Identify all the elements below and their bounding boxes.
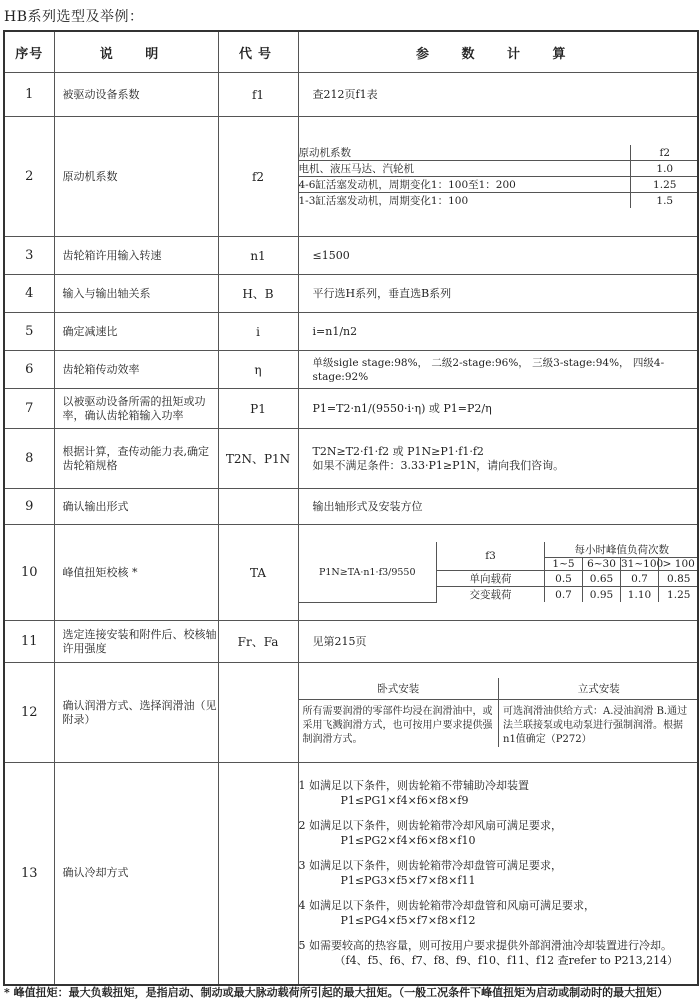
cooling-reference: （f4、f5、f6、f7、f8、f9、f10、f11、f12 查refer to P213,214） <box>334 953 679 967</box>
header-idx: 序号 <box>4 31 54 73</box>
peak-torque-table <box>299 542 699 603</box>
motor-factor-value: 1.0 <box>631 161 699 177</box>
row-calc: ≤1500 <box>298 237 698 275</box>
vertical-text: 可选润滑油供给方式：A.浸油润滑 B.通过法兰联接泵或电动泵进行强制润滑。根据n1值确定（P272） <box>499 700 699 748</box>
cooling-formula: P1≤PG4×f5×f7×f8×f12 <box>340 913 476 927</box>
size-condition: T2N≥T2·f1·f2 或 P1N≥P1·f1·f2 <box>312 444 484 458</box>
table-header-row <box>4 31 698 73</box>
row-idx: 4 <box>4 275 54 313</box>
f3-value: 0.7 <box>621 571 659 587</box>
table-row <box>4 313 698 351</box>
row-code <box>218 763 298 985</box>
f3-value: 0.85 <box>659 571 699 587</box>
row-desc: 确认润滑方式、选择润滑油（见附录） <box>54 663 218 763</box>
f3-value: 0.7 <box>545 587 583 603</box>
vertical-title: 立式安装 <box>499 678 699 700</box>
lubrication-table <box>299 678 699 748</box>
row-idx: 13 <box>4 763 54 985</box>
cooling-formula: P1≤PG3×f5×f7×f8×f11 <box>340 873 476 887</box>
row-calc: 见第215页 <box>298 621 698 663</box>
row-calc: 平行选H系列，垂直选B系列 <box>298 275 698 313</box>
row-code: i <box>218 313 298 351</box>
row-desc: 确认输出形式 <box>54 489 218 525</box>
row-code <box>218 663 298 763</box>
row-idx: 7 <box>4 389 54 429</box>
size-consult-note: 如果不满足条件：3.33·P1≥P1N，请向我们咨询。 <box>312 458 565 472</box>
horizontal-title: 卧式安装 <box>299 678 499 700</box>
row-code: Fr、Fa <box>218 621 298 663</box>
table-row <box>4 489 698 525</box>
range-cell: > 100 <box>659 558 699 571</box>
peak-torque-formula: P1N≥TA·n1·f3/9550 <box>299 542 437 602</box>
cooling-formula: P1≤PG2×f4×f6×f8×f10 <box>340 833 476 847</box>
row-desc: 被驱动设备系数 <box>54 73 218 117</box>
motor-type: 电机、液压马达、汽轮机 <box>299 161 631 177</box>
table-row <box>4 117 698 237</box>
f3-value: 0.5 <box>545 571 583 587</box>
range-cell: 31~100 <box>621 558 664 571</box>
row-idx: 6 <box>4 351 54 389</box>
cooling-condition: 1 如满足以下条件，则齿轮箱不带辅助冷却装置 <box>298 778 529 792</box>
row-idx: 10 <box>4 525 54 621</box>
motor-factor-table <box>299 145 699 208</box>
row-calc: 输出轴形式及安装方位 <box>298 489 698 525</box>
page-title: HB系列选型及举例： <box>4 9 144 25</box>
table-row <box>4 351 698 389</box>
row-code: f2 <box>218 117 298 237</box>
row-desc: 齿轮箱传动效率 <box>54 351 218 389</box>
peak-torque-cell <box>298 525 698 621</box>
header-code: 代号 <box>218 31 298 73</box>
row-idx: 3 <box>4 237 54 275</box>
motor-factor-label: 原动机系数 <box>299 145 631 161</box>
table-row <box>4 763 698 985</box>
row-idx: 2 <box>4 117 54 237</box>
row-calc: i=n1/n2 <box>298 313 698 351</box>
row-desc: 确认冷却方式 <box>54 763 218 985</box>
table-row <box>4 525 698 621</box>
row-idx: 8 <box>4 429 54 489</box>
table-row <box>4 663 698 763</box>
cooling-formula: P1≤PG1×f4×f6×f8×f9 <box>340 793 469 807</box>
range-cell: 6~30 <box>583 558 621 571</box>
row-code: η <box>218 351 298 389</box>
load-type: 单向载荷 <box>437 571 545 587</box>
row-calc: P1=T2·n1/(9550·i·η) 或 P1=P2/η <box>298 389 698 429</box>
f3-value: 1.10 <box>621 587 659 603</box>
motor-type: 1-3缸活塞发动机，周期变化1：100 <box>299 193 631 209</box>
cooling-condition: 2 如满足以下条件，则齿轮箱带冷却风扇可满足要求， <box>298 818 562 832</box>
row-code: H、B <box>218 275 298 313</box>
motor-factor-value: 1.25 <box>631 177 699 193</box>
horizontal-text: 所有需要润滑的零部件均浸在润滑油中，或采用飞溅润滑方式，也可按用户要求提供强制润滑方式。 <box>299 700 499 748</box>
row-desc: 根据计算，查传动能力表,确定齿轮箱规格 <box>54 429 218 489</box>
selection-table <box>3 30 699 986</box>
cooling-cell <box>298 763 698 985</box>
row-code: f1 <box>218 73 298 117</box>
row-idx: 12 <box>4 663 54 763</box>
row-desc: 输入与输出轴关系 <box>54 275 218 313</box>
row-idx: 5 <box>4 313 54 351</box>
lubrication-cell <box>298 663 698 763</box>
row-code <box>218 489 298 525</box>
header-calc: 参 数 计 算 <box>298 31 698 73</box>
row-desc: 齿轮箱许用输入转速 <box>54 237 218 275</box>
row-desc: 峰值扭矩校核 * <box>54 525 218 621</box>
row-calc-cell <box>298 429 698 489</box>
load-type: 交变载荷 <box>437 587 545 603</box>
table-row <box>4 275 698 313</box>
row-code: n1 <box>218 237 298 275</box>
row-desc: 确定减速比 <box>54 313 218 351</box>
table-row <box>4 621 698 663</box>
cooling-condition: 4 如满足以下条件，则齿轮箱带冷却盘管和风扇可满足要求， <box>298 898 595 912</box>
f3-value: 0.95 <box>583 587 621 603</box>
table-row <box>4 429 698 489</box>
row-code: P1 <box>218 389 298 429</box>
cooling-condition: 5 如需要较高的热容量，则可按用户要求提供外部润滑油冷却装置进行冷却。 <box>298 938 672 952</box>
footnote: * 峰值扭矩：最大负载扭矩，是指启动、制动或最大脉动载荷所引起的最大扭矩。（一般工况条件下峰值扭矩为启动或制动时的最大扭矩） <box>4 986 669 999</box>
row-desc: 原动机系数 <box>54 117 218 237</box>
row-code: T2N、P1N <box>218 429 298 489</box>
row-calc: 单级sigle stage:98%， 二级2-stage:96%， 三级3-stage:94%， 四级4-stage:92% <box>298 351 698 389</box>
row-desc: 选定连接安装和附件后、校核轴许用强度 <box>54 621 218 663</box>
row-code: TA <box>218 525 298 621</box>
table-row <box>4 237 698 275</box>
range-cell: 1~5 <box>545 558 583 571</box>
row-desc: 以被驱动设备所需的扭矩或功率，确认齿轮箱输入功率 <box>54 389 218 429</box>
motor-factor-cell <box>298 117 698 237</box>
table-row <box>4 73 698 117</box>
f3-label: f3 <box>437 542 545 571</box>
frequency-label: 每小时峰值负荷次数 <box>545 542 699 558</box>
row-idx: 9 <box>4 489 54 525</box>
f3-value: 1.25 <box>659 587 699 603</box>
row-idx: 11 <box>4 621 54 663</box>
row-idx: 1 <box>4 73 54 117</box>
table-row <box>4 389 698 429</box>
motor-factor-symbol: f2 <box>631 145 699 161</box>
cooling-condition: 3 如满足以下条件，则齿轮箱带冷却盘管可满足要求， <box>298 858 562 872</box>
f3-value: 0.65 <box>583 571 621 587</box>
header-desc: 说 明 <box>54 31 218 73</box>
row-calc: 查212页f1表 <box>298 73 698 117</box>
motor-factor-value: 1.5 <box>631 193 699 209</box>
motor-type: 4-6缸活塞发动机，周期变化1：100至1：200 <box>299 177 631 193</box>
